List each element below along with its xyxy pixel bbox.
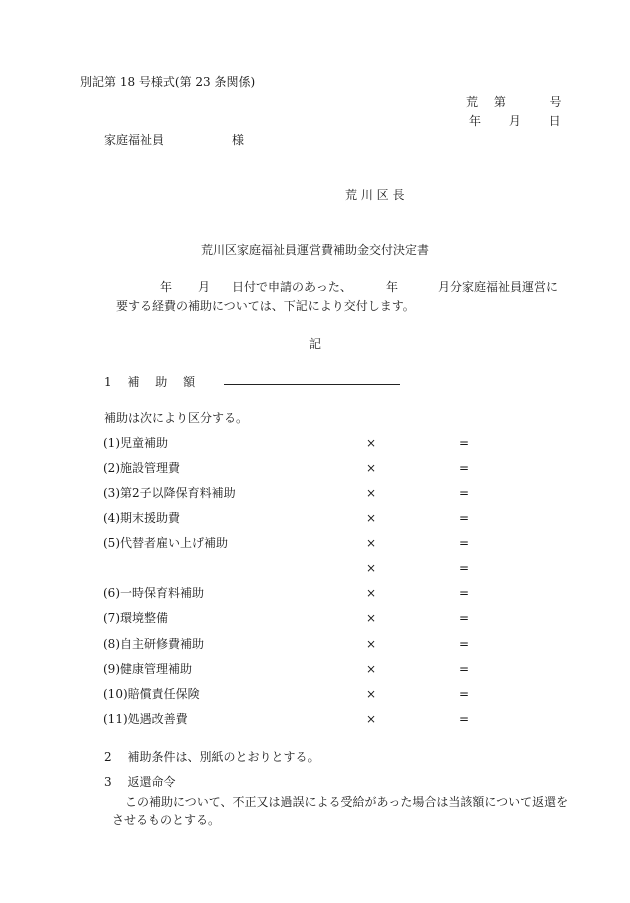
item-label: (2)施設管理費 (103, 461, 180, 475)
recipient-title: 家庭福祉員 (104, 133, 165, 147)
equals-symbol: = (459, 561, 470, 575)
section2-text: 2 補助条件は、別紙のとおりとする。 (104, 750, 320, 764)
equals-symbol: = (459, 461, 470, 475)
ki-marker: 記 (308, 337, 321, 351)
body-day-text: 日付で申請のあった、 (232, 280, 352, 294)
section1-intro: 補助は次により区分する。 (104, 411, 249, 425)
body-month2-text: 月分家庭福祉員運営に (438, 280, 559, 294)
item-label: (7)環境整備 (103, 611, 168, 625)
item-label: (11)処遇改善費 (103, 712, 188, 726)
recipient-honorific: 様 (232, 133, 245, 147)
times-symbol: × (366, 637, 377, 651)
section3-label: 3 返還命令 (104, 775, 176, 789)
item-label: (3)第2子以降保育料補助 (103, 486, 236, 500)
body-year2: 年 (386, 280, 399, 294)
amount-underline (224, 384, 400, 385)
item-label: (5)代替者雇い上げ補助 (103, 536, 228, 550)
document-title: 荒川区家庭福祉員運営費補助金交付決定書 (200, 243, 429, 257)
times-symbol: × (366, 436, 377, 450)
times-symbol: × (366, 486, 377, 500)
item-label: (9)健康管理補助 (103, 662, 192, 676)
times-symbol: × (366, 662, 377, 676)
document-date: 年 月 日 (469, 114, 561, 128)
body-month: 月 (198, 280, 211, 294)
equals-symbol: = (459, 511, 470, 525)
body-year: 年 (160, 280, 173, 294)
document-number: 荒 第 号 (466, 95, 562, 109)
equals-symbol: = (459, 687, 470, 701)
section3-line2: させるものとする。 (112, 813, 221, 827)
equals-symbol: = (459, 436, 470, 450)
item-label: (4)期末援助費 (103, 511, 180, 525)
times-symbol: × (366, 461, 377, 475)
section1-label: 1 補 助 額 (104, 375, 196, 389)
equals-symbol: = (459, 637, 470, 651)
equals-symbol: = (459, 536, 470, 550)
item-label: (10)賠償責任保険 (103, 687, 200, 701)
section3-line1: この補助について、不正又は過誤による受給があった場合は当該額について返還を (125, 795, 569, 809)
item-label: (6)一時保育料補助 (103, 586, 204, 600)
times-symbol: × (366, 712, 377, 726)
equals-symbol: = (459, 486, 470, 500)
times-symbol: × (366, 611, 377, 625)
times-symbol: × (366, 536, 377, 550)
times-symbol: × (366, 687, 377, 701)
item-label: (8)自主研修費補助 (103, 637, 204, 651)
times-symbol: × (366, 511, 377, 525)
item-label: (1)児童補助 (103, 436, 168, 450)
body-line2: 要する経費の補助については、下記により交付します。 (116, 299, 415, 313)
equals-symbol: = (459, 662, 470, 676)
form-label: 別記第 18 号様式(第 23 条関係) (80, 75, 256, 89)
equals-symbol: = (459, 712, 470, 726)
equals-symbol: = (459, 586, 470, 600)
issuer-name: 荒 川 区 長 (345, 188, 405, 202)
equals-symbol: = (459, 611, 470, 625)
times-symbol: × (366, 561, 377, 575)
times-symbol: × (366, 586, 377, 600)
